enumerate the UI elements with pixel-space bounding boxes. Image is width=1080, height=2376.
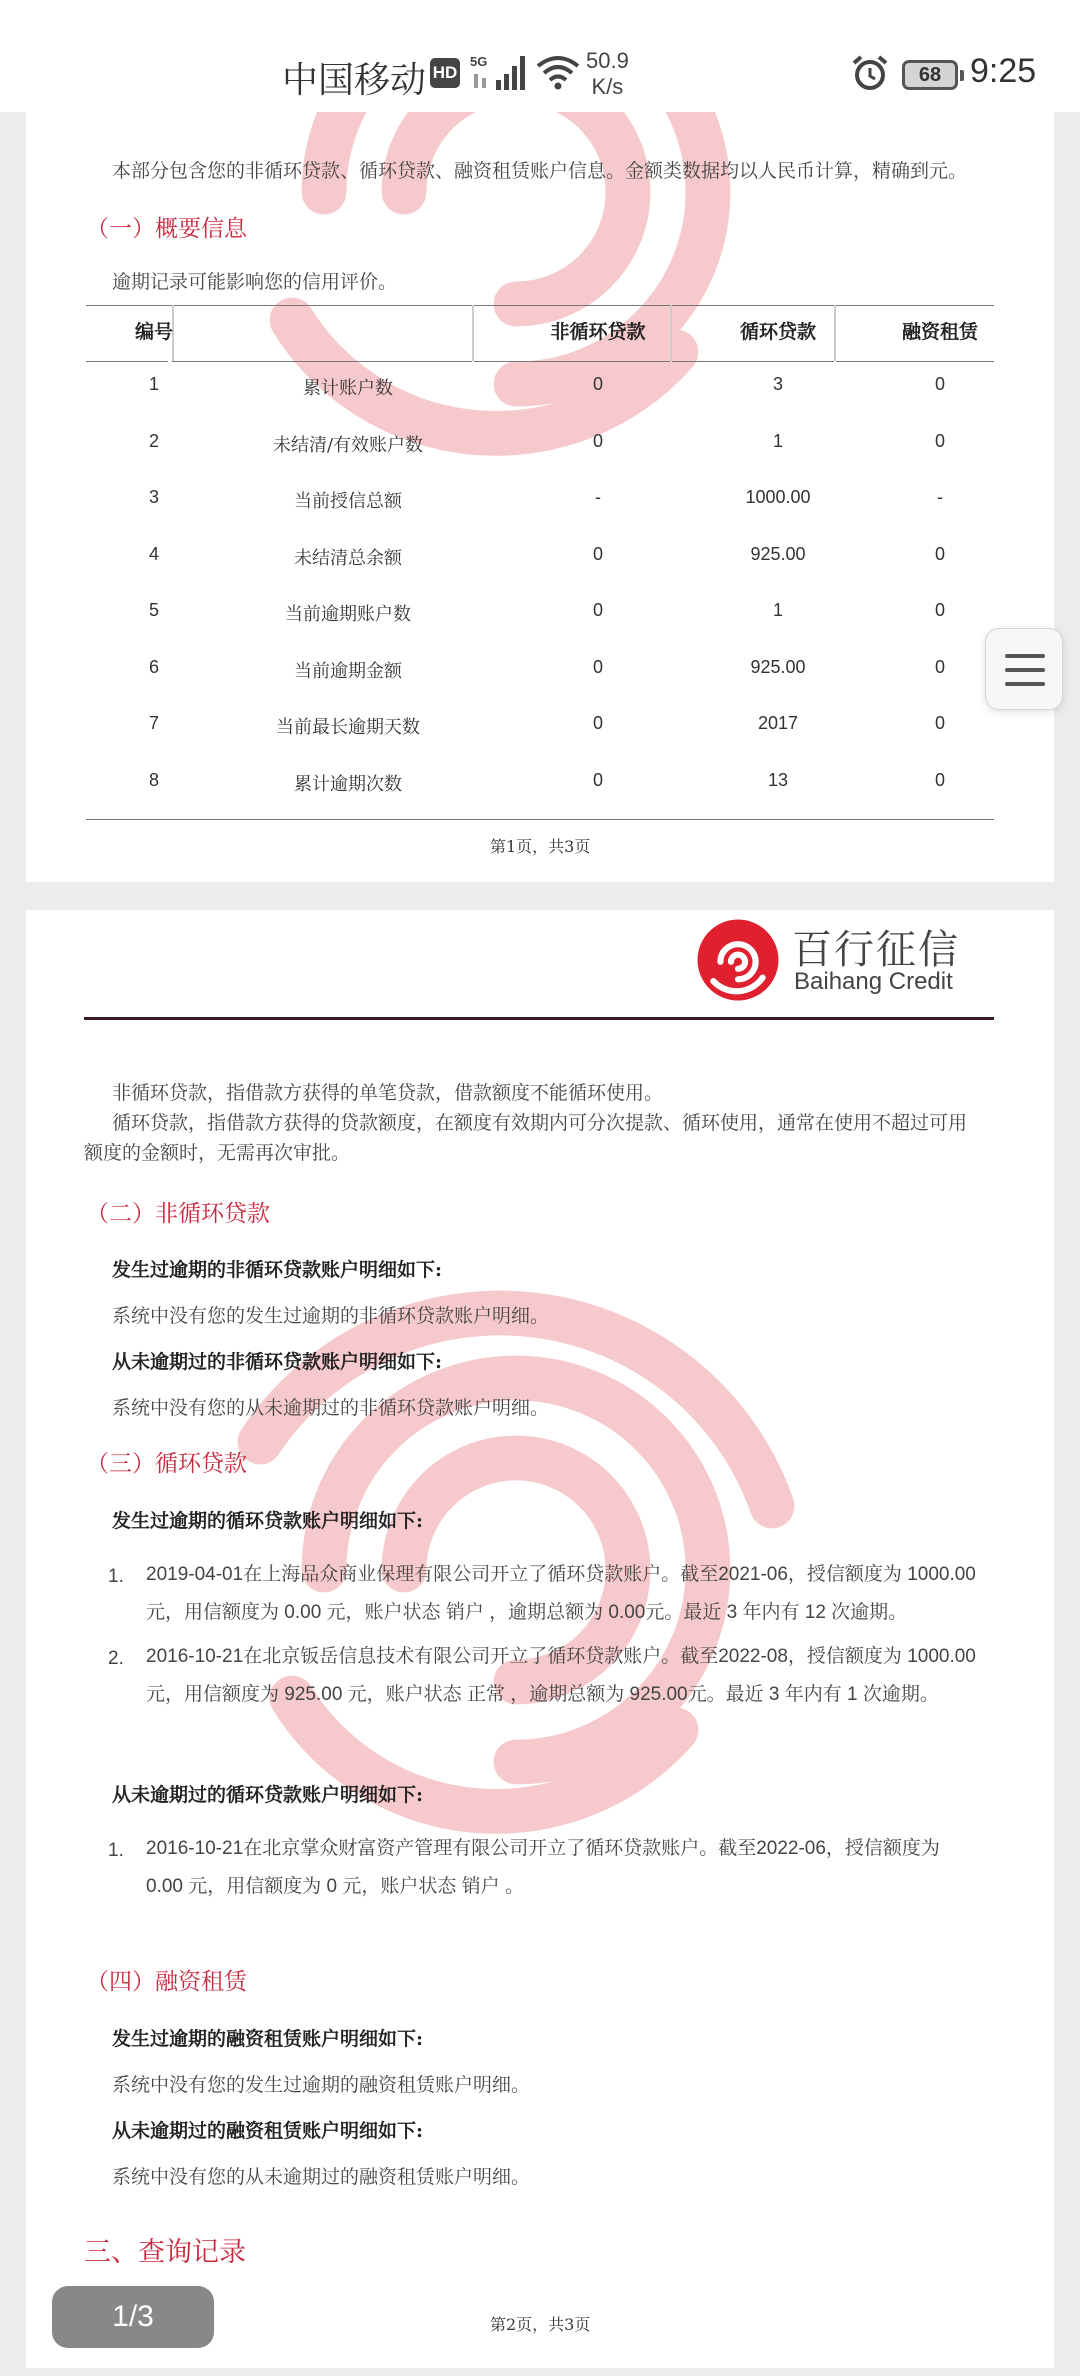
header-col-sep	[472, 305, 474, 361]
table-header-cell: 非循环贷款	[550, 321, 646, 343]
definition-revolving: 循环贷款，指借款方获得的贷款额度，在额度有效期内可分次提款、循环使用，通常在使用不超过可用	[112, 1112, 968, 1134]
list-item-number: 2.	[108, 1648, 124, 1669]
table-cell: 1	[148, 374, 159, 394]
table-cell: 925.00	[750, 656, 806, 677]
menu-icon	[1005, 668, 1045, 672]
table-row-label: 当前授信总额	[294, 491, 402, 512]
header-divider	[474, 361, 670, 362]
table-cell: -	[595, 487, 601, 507]
leasing-never-text: 系统中没有您的从未逾期过的融资租赁账户明细。	[112, 2166, 531, 2188]
list-item: 元，用信额度为 925.00 元，账户状态 正常 ，逾期总额为 925.00元。最近 3 年内有 1 次逾期。	[146, 1684, 939, 1705]
wifi-icon	[536, 54, 580, 90]
table-cell: 0	[934, 656, 945, 677]
table-cell: 6	[148, 656, 159, 677]
menu-icon	[1005, 654, 1045, 658]
leasing-overdue-heading: 发生过逾期的融资租赁账户明细如下:	[112, 2028, 424, 2050]
hd-badge: HD	[430, 58, 460, 88]
table-cell: 0	[934, 713, 945, 733]
table-cell: 3	[148, 487, 159, 507]
list-item: 2016-10-21在北京钣岳信息技术有限公司开立了循环贷款账户。截至2022-08，授信额度为 1000.00	[146, 1646, 976, 1667]
table-cell: 13	[767, 769, 789, 790]
header-divider	[172, 361, 472, 362]
non-revolving-overdue-text: 系统中没有您的发生过逾期的非循环贷款账户明细。	[112, 1305, 550, 1327]
baihang-logo-icon	[694, 916, 782, 1004]
document-page-2	[26, 910, 1054, 2368]
definition-revolving-cont: 额度的金额时，无需再次审批。	[84, 1142, 351, 1164]
table-row-label: 当前逾期金额	[294, 660, 402, 682]
page-footer: 第2页，共3页	[490, 2315, 591, 2334]
table-cell: -	[937, 487, 943, 507]
table-cell: 0	[934, 374, 945, 394]
table-cell: 1	[772, 430, 783, 451]
table-row-label: 当前逾期账户数	[285, 604, 411, 625]
list-item: 2016-10-21在北京掌众财富资产管理有限公司开立了循环贷款账户。截至2022-06，授信额度为	[146, 1838, 940, 1859]
summary-section-title: （一）概要信息	[86, 216, 247, 242]
leasing-overdue-text: 系统中没有您的发生过逾期的融资租赁账户明细。	[112, 2074, 531, 2096]
table-cell: 0	[592, 430, 603, 451]
table-bottom-border	[86, 819, 994, 820]
list-item: 2019-04-01在上海品众商业保理有限公司开立了循环贷款账户。截至2021-06，授信额度为 1000.00	[146, 1564, 976, 1585]
table-cell: 8	[148, 769, 159, 790]
table-top-border	[86, 305, 994, 306]
battery-icon: 68	[902, 60, 958, 90]
table-cell: 7	[148, 713, 159, 733]
header-divider	[836, 361, 994, 362]
table-cell: 0	[592, 543, 603, 564]
table-cell: 1000.00	[745, 487, 811, 507]
table-cell: 5	[148, 600, 159, 620]
non-revolving-section-title: （二）非循环贷款	[86, 1201, 270, 1227]
list-item: 元，用信额度为 0.00 元，账户状态 销户 ，逾期总额为 0.00元。最近 3 年内有 12 次逾期。	[146, 1602, 908, 1623]
table-cell: 1	[772, 600, 783, 620]
table-header-cell: 循环贷款	[739, 321, 816, 343]
speed-value: 50.9	[586, 48, 629, 73]
table-header-cell: 编号	[134, 321, 173, 343]
table-cell: 0	[592, 656, 603, 677]
table-cell: 0	[934, 430, 945, 451]
brand-name-cn: 百行征信	[792, 927, 960, 973]
status-bar	[0, 0, 1080, 112]
query-records-title: 三、查询记录	[84, 2237, 246, 2268]
page-indicator[interactable]: 1/3	[52, 2286, 214, 2348]
document-page-1	[26, 112, 1054, 882]
table-cell: 0	[934, 769, 945, 790]
page-footer: 第1页，共3页	[490, 837, 591, 856]
table-cell: 2017	[757, 713, 799, 733]
table-cell: 0	[592, 374, 603, 394]
table-header-cell: 融资租赁	[901, 321, 978, 343]
leasing-never-heading: 从未逾期过的融资租赁账户明细如下:	[112, 2120, 424, 2142]
table-cell: 0	[592, 769, 603, 790]
table-cell: 0	[934, 600, 945, 620]
table-cell: 0	[934, 543, 945, 564]
header-rule	[84, 1017, 994, 1020]
non-revolving-never-heading: 从未逾期过的非循环贷款账户明细如下:	[112, 1351, 443, 1373]
summary-note: 逾期记录可能影响您的信用评价。	[112, 271, 398, 293]
definition-non-revolving: 非循环贷款，指借款方获得的单笔贷款，借款额度不能循环使用。	[112, 1082, 664, 1104]
table-cell: 4	[148, 543, 159, 564]
menu-icon	[1005, 682, 1045, 686]
table-row-label: 未结清/有效账户数	[272, 434, 424, 456]
brand-name-en: Baihang Credit	[794, 968, 953, 995]
intro-text: 本部分包含您的非循环贷款、循环贷款、融资租赁账户信息。金额类数据均以人民币计算，精确到元。	[112, 160, 968, 182]
list-item-number: 1.	[108, 1566, 124, 1587]
alarm-icon	[851, 54, 889, 92]
table-row-label: 未结清总余额	[294, 547, 402, 569]
table-row-label: 累计逾期次数	[294, 773, 402, 795]
speed-unit: K/s	[591, 74, 624, 99]
non-revolving-never-text: 系统中没有您的从未逾期过的非循环贷款账户明细。	[112, 1397, 550, 1419]
table-cell: 925.00	[750, 543, 806, 564]
carrier-name: 中国移动	[282, 59, 427, 100]
non-revolving-overdue-heading: 发生过逾期的非循环贷款账户明细如下:	[112, 1259, 443, 1281]
list-item-number: 1.	[108, 1840, 124, 1861]
menu-button[interactable]	[985, 628, 1063, 710]
header-divider	[86, 361, 168, 362]
table-cell: 0	[592, 600, 603, 620]
list-item: 0.00 元，用信额度为 0 元，账户状态 销户 。	[146, 1876, 524, 1897]
network-speed	[586, 48, 629, 100]
leasing-section-title: （四）融资租赁	[86, 1969, 247, 1995]
revolving-section-title: （三）循环贷款	[86, 1451, 247, 1477]
signal-icon	[470, 52, 532, 92]
table-row-label: 累计账户数	[303, 378, 393, 399]
table-cell: 0	[592, 713, 603, 733]
table-row-label: 当前最长逾期天数	[276, 717, 420, 738]
clock: 9:25	[970, 52, 1037, 90]
revolving-overdue-heading: 发生过逾期的循环贷款账户明细如下:	[112, 1510, 424, 1532]
header-divider	[672, 361, 834, 362]
network-type-label: 5G	[470, 54, 488, 69]
revolving-never-heading: 从未逾期过的循环贷款账户明细如下:	[112, 1784, 424, 1806]
table-cell: 2	[148, 430, 159, 451]
table-cell: 3	[772, 374, 783, 394]
